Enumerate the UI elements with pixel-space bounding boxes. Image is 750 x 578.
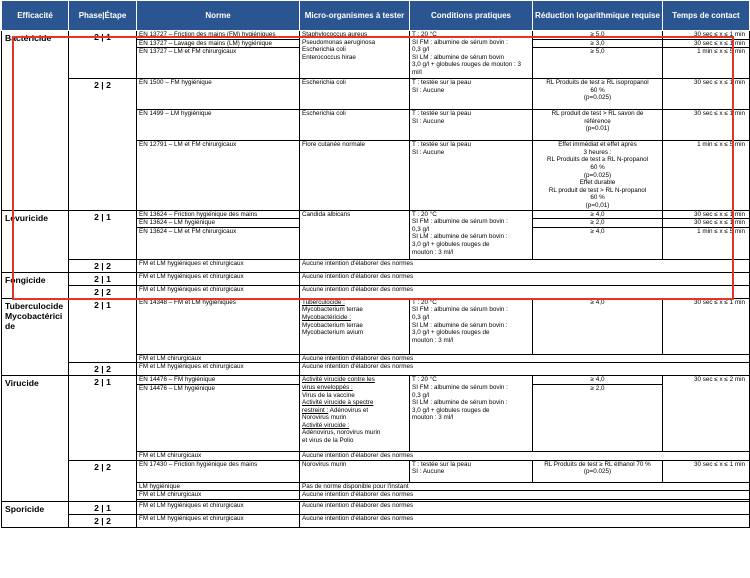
note-cell: Pas de norme disponible pour l'instant — [300, 482, 750, 491]
efficacy-tuberculocide: Tuberculocide Mycobactérici de — [2, 298, 69, 376]
header-row — [2, 1, 750, 31]
header-conditions: Conditions pratiques — [410, 1, 533, 31]
header-micro: Micro-organismes à tester — [300, 1, 410, 31]
table-row — [2, 272, 750, 285]
header-temps: Temps de contact — [663, 1, 750, 31]
header-norme: Norme — [137, 1, 300, 31]
table-row — [2, 514, 750, 527]
reduction-cell: ≥ 4,0 — [533, 227, 663, 259]
phase-cell: 2 | 1 — [69, 272, 137, 285]
norm-cell: EN 13624 – LM et FM chirurgicaux — [137, 227, 300, 259]
phase-cell: 2 | 1 — [69, 501, 137, 514]
norm-cell: EN 13727 – Friction des mains (FM) hygiéniques — [137, 31, 300, 40]
micro-cell: Flore cutanée normale — [300, 141, 410, 210]
contact-time-cell: 30 sec ≤ x ≤ 1 min — [663, 110, 750, 141]
norm-cell: EN 13624 – LM hygiénique — [137, 219, 300, 228]
reduction-cell: ≥ 4,0 — [533, 210, 663, 219]
conditions-cell: T : 20 °C SI FM : albumine de sérum bovin : 0,3 g/l SI LM : albumine de sérum bovin : 3,0 g/l + globules rouges de mouton : 3 ml/l — [410, 376, 533, 452]
norm-cell: EN 1499 – LM hygiénique — [137, 110, 300, 141]
reduction-cell: RL produit de test > RL savon de référence (p=0.01) — [533, 110, 663, 141]
contact-time-cell: 1 min ≤ x ≤ 5 min — [663, 227, 750, 259]
norm-cell: FM et LM hygiéniques et chirurgicaux — [137, 272, 300, 285]
table-row — [2, 363, 750, 376]
norm-cell: EN 14348 – FM et LM hygiéniques — [137, 298, 300, 354]
conditions-cell: T : testée sur la peau SI : Aucune — [410, 79, 533, 110]
conditions-cell: T : testée sur la peau SI : Aucune — [410, 110, 533, 141]
table-row — [2, 298, 750, 354]
reduction-cell: ≥ 4,0 — [533, 376, 663, 385]
phase-cell: 2 | 2 — [69, 285, 137, 298]
note-cell: Aucune intention d'élaborer des normes — [300, 491, 750, 500]
norm-cell: FM et LM chirurgicaux — [137, 491, 300, 500]
phase-cell: 2 | 2 — [69, 514, 137, 527]
contact-time-cell: 30 sec ≤ x ≤ 1 min — [663, 298, 750, 354]
table-row — [2, 501, 750, 514]
reduction-cell: ≥ 2,0 — [533, 219, 663, 228]
phase-cell: 2 | 1 — [69, 31, 137, 79]
note-cell: Aucune intention d'élaborer des normes — [300, 354, 750, 363]
norm-cell: EN 13624 – Friction hygiénique des mains — [137, 210, 300, 219]
efficacy-sporicide: Sporicide — [2, 501, 69, 527]
norm-cell: FM et LM hygiéniques et chirurgicaux — [137, 501, 300, 514]
contact-time-cell: 30 sec ≤ x ≤ 2 min — [663, 376, 750, 452]
contact-time-cell: 1 min ≤ x ≤ 5 min — [663, 141, 750, 210]
header-reduction: Réduction logarithmique requise — [533, 1, 663, 31]
micro-cell: Norovirus murin — [300, 460, 410, 482]
conditions-cell: T : testée sur la peau SI : Aucune — [410, 141, 533, 210]
norm-cell: LM hygiénique — [137, 482, 300, 491]
phase-cell: 2 | 1 — [69, 376, 137, 460]
header-phase: Phase|Étape — [69, 1, 137, 31]
table-row — [2, 376, 750, 385]
micro-cell: Escherichia coli — [300, 79, 410, 110]
contact-time-cell: 1 min ≤ x ≤ 5 min — [663, 48, 750, 79]
conditions-cell: T : 20 °C SI FM : albumine de sérum bovin : 0,3 g/l SI LM : albumine de sérum bovin : 3,0 g/l + globules rouges de mouton : 3 ml/l — [410, 298, 533, 354]
norm-cell: FM et LM chirurgicaux — [137, 451, 300, 460]
phase-cell: 2 | 1 — [69, 298, 137, 363]
table-row — [2, 460, 750, 482]
micro-cell: Tuberculocide : Mycobacterium terrae Mycobactéricide : Mycobacterium terrae Mycobacterium avium — [300, 298, 410, 354]
header-efficacite: Efficacité — [2, 1, 69, 31]
reduction-cell: ≥ 4,0 — [533, 298, 663, 354]
conditions-cell: T : 20 °C SI FM : albumine de sérum bovin : 0,3 g/l SI LM : albumine de sérum bovin : 3,0 g/l + globules rouges de mouton : 3 ml/l — [410, 210, 533, 259]
table-row — [2, 285, 750, 298]
efficacy-table — [1, 0, 750, 528]
phase-cell: 2 | 2 — [69, 259, 137, 272]
conditions-cell: T : testée sur la peau SI : Aucune — [410, 460, 533, 482]
norm-cell: EN 13727 – LM et FM chirurgicaux — [137, 48, 300, 79]
reduction-cell: ≥ 5,0 — [533, 48, 663, 79]
norm-cell: EN 17430 – Friction hygiénique des mains — [137, 460, 300, 482]
conditions-cell: T : 20 °C SI FM : albumine de sérum bovin : 0,3 g/l SI LM : albumine de sérum bovin 3,0 g/l + globules rouges de mouton : 3 ml/l — [410, 31, 533, 79]
reduction-cell: ≥ 3,0 — [533, 39, 663, 48]
contact-time-cell: 30 sec ≤ x ≤ 1 min — [663, 460, 750, 482]
micro-cell: Candida albicans — [300, 210, 410, 259]
norm-cell: EN 12791 – LM et FM chirurgicaux — [137, 141, 300, 210]
micro-cell: Staphylococcus aureus Pseudomonas aeruginosa Escherichia coli Enterococcus hirae — [300, 31, 410, 79]
note-cell: Aucune intention d'élaborer des normes — [300, 285, 750, 298]
table-row — [2, 259, 750, 272]
norm-cell: EN 14476 – FM hygiénique — [137, 376, 300, 385]
note-cell: Aucune intention d'élaborer des normes — [300, 272, 750, 285]
contact-time-cell: 30 sec ≤ x ≤ 1 min — [663, 31, 750, 40]
norm-cell: EN 1500 – FM hygiénique — [137, 79, 300, 110]
note-cell: Aucune intention d'élaborer des normes — [300, 259, 750, 272]
norm-cell: FM et LM hygiéniques et chirurgicaux — [137, 514, 300, 527]
reduction-cell: Effet immédiat et effet après 3 heures : RL Produits de test ≥ RL N-propanol 60 % (p=0.025) Effet durable RL produit de test > RL N-propanol 60 % (p=0,01) — [533, 141, 663, 210]
contact-time-cell: 30 sec ≤ x ≤ 1 min — [663, 39, 750, 48]
norm-cell: FM et LM hygiéniques et chirurgicaux — [137, 259, 300, 272]
contact-time-cell: 30 sec ≤ x ≤ 1 min — [663, 79, 750, 110]
phase-cell: 2 | 1 — [69, 210, 137, 259]
contact-time-cell: 30 sec ≤ x ≤ 1 min — [663, 210, 750, 219]
norm-cell: FM et LM chirurgicaux — [137, 354, 300, 363]
efficacy-virucide: Virucide — [2, 376, 69, 501]
micro-cell: Activité virucide contre les virus enveloppés : Virus de la vaccine Activité virucide à spectre restreint : Adénovirus et Norovirus murin Activité virucide : Adénovirus, norovirus murin et virus de la Polio — [300, 376, 410, 452]
norm-cell: FM et LM hygiéniques et chirurgicaux — [137, 285, 300, 298]
phase-cell: 2 | 2 — [69, 460, 137, 501]
efficacy-fongicide: Fongicide — [2, 272, 69, 298]
norm-cell: EN 13727 – Lavage des mains (LM) hygiénique — [137, 39, 300, 48]
phase-cell: 2 | 2 — [69, 363, 137, 376]
note-cell: Aucune intention d'élaborer des normes — [300, 501, 750, 514]
norm-cell: EN 14476 – LM hygiénique — [137, 384, 300, 451]
contact-time-cell: 30 sec ≤ x ≤ 1 min — [663, 219, 750, 228]
efficacy-levuricide: Levuricide — [2, 210, 69, 272]
note-cell: Aucune intention d'élaborer des normes — [300, 363, 750, 376]
table-row — [2, 31, 750, 40]
table-row — [2, 210, 750, 219]
norm-cell: FM et LM hygiéniques et chirurgicaux — [137, 363, 300, 376]
reduction-cell: ≥ 5,0 — [533, 31, 663, 40]
efficacy-bactericide: Bactéricide — [2, 31, 69, 211]
micro-cell: Escherichia coli — [300, 110, 410, 141]
reduction-cell: RL Produits de test ≥ RL éthanol 70 % (p=0.025) — [533, 460, 663, 482]
note-cell: Aucune intention d'élaborer des normes — [300, 451, 750, 460]
phase-cell: 2 | 2 — [69, 79, 137, 210]
note-cell: Aucune intention d'élaborer des normes — [300, 514, 750, 527]
table-row — [2, 79, 750, 110]
reduction-cell: RL Produits de test ≥ RL isopropanol 60 % (p=0.025) — [533, 79, 663, 110]
reduction-cell: ≥ 2,0 — [533, 384, 663, 451]
